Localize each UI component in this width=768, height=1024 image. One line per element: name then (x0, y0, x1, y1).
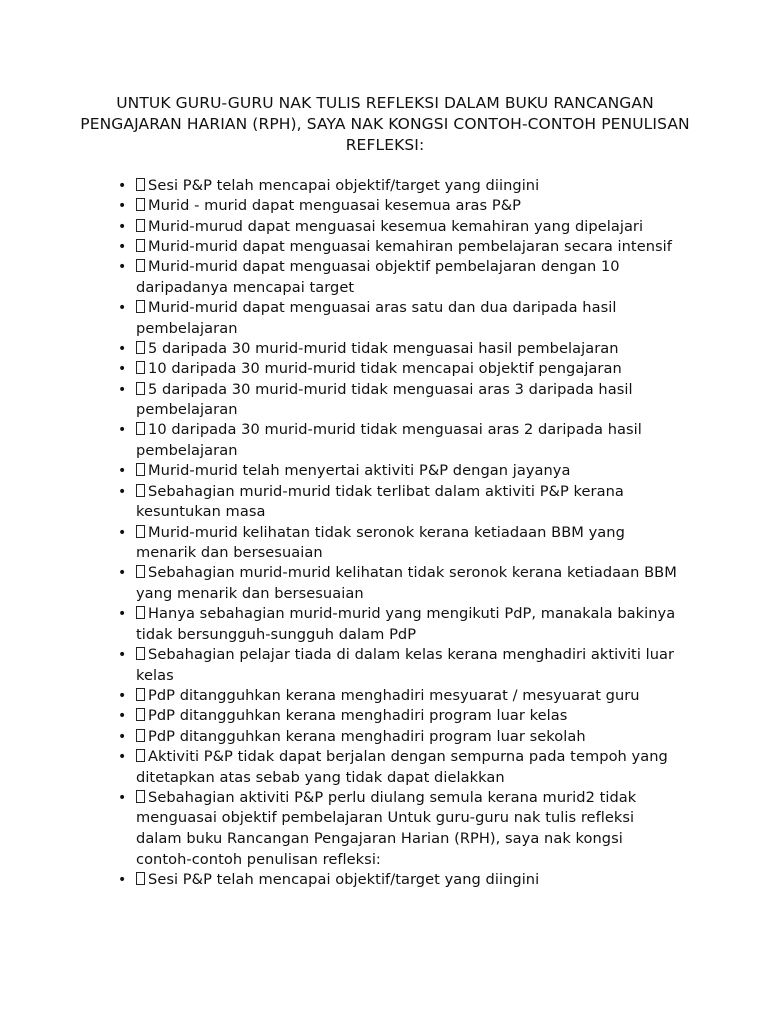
bullet-icon: • (118, 218, 127, 235)
bullet-icon: • (118, 198, 127, 215)
reflection-list (118, 176, 678, 890)
list-item-text: Sesi P&P telah mencapai objektif/target yang diingini (148, 177, 540, 194)
bullet-icon: • (118, 259, 127, 276)
missing-glyph-icon (136, 219, 145, 232)
list-item (118, 380, 678, 421)
bullet-icon: • (118, 300, 127, 317)
list-item (118, 788, 678, 870)
list-item (118, 196, 678, 217)
list-item-text: Aktiviti P&P tidak dapat berjalan dengan sempurna pada tempoh yang ditetapkan atas sebab yang tidak dapat dielakkan (136, 747, 668, 786)
list-item-text: Sebahagian pelajar tiada di dalam kelas kerana menghadiri aktiviti luar kelas (136, 646, 675, 684)
bullet-icon: • (118, 748, 127, 765)
missing-glyph-icon (136, 361, 145, 374)
list-item-text: Murid-murid dapat menguasai kemahiran pembelajaran secara intensif (148, 237, 672, 255)
list-item-text: 10 daripada 30 murid-murid tidak menguasai aras 2 daripada hasil pembelajaran (136, 421, 642, 460)
missing-glyph-icon (136, 606, 145, 619)
bullet-icon: • (118, 565, 127, 582)
missing-glyph-icon (136, 525, 145, 538)
list-item-text: PdP ditangguhkan kerana menghadiri mesyuarat / mesyuarat guru (148, 687, 640, 705)
list-item-text: Hanya sebahagian murid-murid yang mengikuti PdP, manakala bakinya tidak bersungguh-sungguh dalam PdP (136, 605, 676, 643)
missing-glyph-icon (136, 708, 145, 721)
bullet-icon: • (118, 789, 127, 806)
bullet-icon: • (118, 708, 127, 725)
missing-glyph-icon (136, 463, 145, 476)
list-item (118, 176, 678, 197)
list-item-text: PdP ditangguhkan kerana menghadiri program luar kelas (148, 707, 568, 725)
list-item-text: Murid-murid dapat menguasai objektif pembelajaran dengan 10 daripadanya mencapai target (136, 258, 620, 296)
missing-glyph-icon (136, 300, 145, 313)
list-item (118, 727, 678, 748)
missing-glyph-icon (136, 749, 145, 762)
list-item (118, 298, 678, 339)
missing-glyph-icon (136, 259, 145, 272)
list-item-text: 5 daripada 30 murid-murid tidak menguasai hasil pembelajaran (148, 339, 619, 357)
bullet-icon: • (118, 422, 127, 439)
list-item (118, 420, 678, 461)
missing-glyph-icon (136, 565, 145, 578)
missing-glyph-icon (136, 872, 145, 885)
missing-glyph-icon (136, 198, 145, 211)
bullet-icon: • (118, 483, 127, 500)
missing-glyph-icon (136, 484, 145, 497)
document-title: UNTUK GURU-GURU NAK TULIS REFLEKSI DALAM BUKU RANCANGAN PENGAJARAN HARIAN (RPH), SAYA NAK KONGSI CONTOH-CONTOH PENULISAN REFLEKSI: (80, 94, 690, 154)
list-item (118, 563, 678, 604)
list-item (118, 339, 678, 360)
bullet-icon: • (118, 238, 127, 255)
list-item (118, 706, 678, 727)
list-item (118, 747, 678, 788)
list-item-text: 10 daripada 30 murid-murid tidak mencapai objektif pengajaran (148, 360, 622, 378)
bullet-icon: • (118, 606, 127, 623)
bullet-icon: • (118, 524, 127, 541)
missing-glyph-icon (136, 647, 145, 660)
list-item (118, 482, 678, 523)
bullet-icon: • (118, 361, 127, 378)
missing-glyph-icon (136, 790, 145, 803)
list-item (118, 257, 678, 298)
list-item-text: PdP ditangguhkan kerana menghadiri program luar sekolah (148, 727, 586, 745)
missing-glyph-icon (136, 178, 145, 191)
list-item (118, 604, 678, 645)
list-item-text: Sebahagian murid-murid tidak terlibat dalam aktiviti P&P kerana kesuntukan masa (136, 482, 624, 521)
list-item-text: Murid - murid dapat menguasai kesemua aras P&P (148, 197, 521, 215)
missing-glyph-icon (136, 422, 145, 435)
missing-glyph-icon (136, 239, 145, 252)
list-item-text: 5 daripada 30 murid-murid tidak menguasai aras 3 daripada hasil pembelajaran (136, 380, 633, 419)
list-item (118, 686, 678, 707)
list-item-text: Murid-murid dapat menguasai aras satu dan dua daripada hasil pembelajaran (136, 299, 617, 337)
list-item-text: Sebahagian murid-murid kelihatan tidak seronok kerana ketiadaan BBM yang menarik dan bersesuaian (136, 564, 677, 603)
bullet-icon: • (118, 340, 127, 357)
bullet-icon: • (118, 463, 127, 480)
list-item (118, 217, 678, 238)
missing-glyph-icon (136, 729, 145, 742)
list-item (118, 237, 678, 258)
bullet-icon: • (118, 688, 127, 705)
missing-glyph-icon (136, 341, 145, 354)
missing-glyph-icon (136, 688, 145, 701)
list-item-text: Sesi P&P telah mencapai objektif/target yang diingini (148, 870, 540, 888)
list-item-text: Sebahagian aktiviti P&P perlu diulang semula kerana murid2 tidak menguasai objektif pembelajaran Untuk guru-guru nak tulis refleksi dalam buku Rancangan Pengajaran Harian (RPH), saya nak kongsi contoh-contoh penulisan refleksi: (136, 788, 637, 868)
list-item-text: Murid-murid kelihatan tidak seronok kerana ketiadaan BBM yang menarik dan bersesuaian (136, 523, 625, 562)
list-item (118, 870, 678, 891)
bullet-icon: • (118, 178, 127, 194)
list-item-text: Murid-murid telah menyertai aktiviti P&P dengan jayanya (148, 462, 571, 480)
bullet-icon: • (118, 728, 127, 745)
list-item (118, 359, 678, 380)
bullet-icon: • (118, 871, 127, 888)
list-item-text: Murid-murud dapat menguasai kesemua kemahiran yang dipelajari (148, 217, 644, 235)
list-item (118, 523, 678, 564)
missing-glyph-icon (136, 382, 145, 395)
bullet-icon: • (118, 381, 127, 398)
list-item (118, 461, 678, 482)
list-item (118, 645, 678, 686)
bullet-icon: • (118, 647, 127, 664)
